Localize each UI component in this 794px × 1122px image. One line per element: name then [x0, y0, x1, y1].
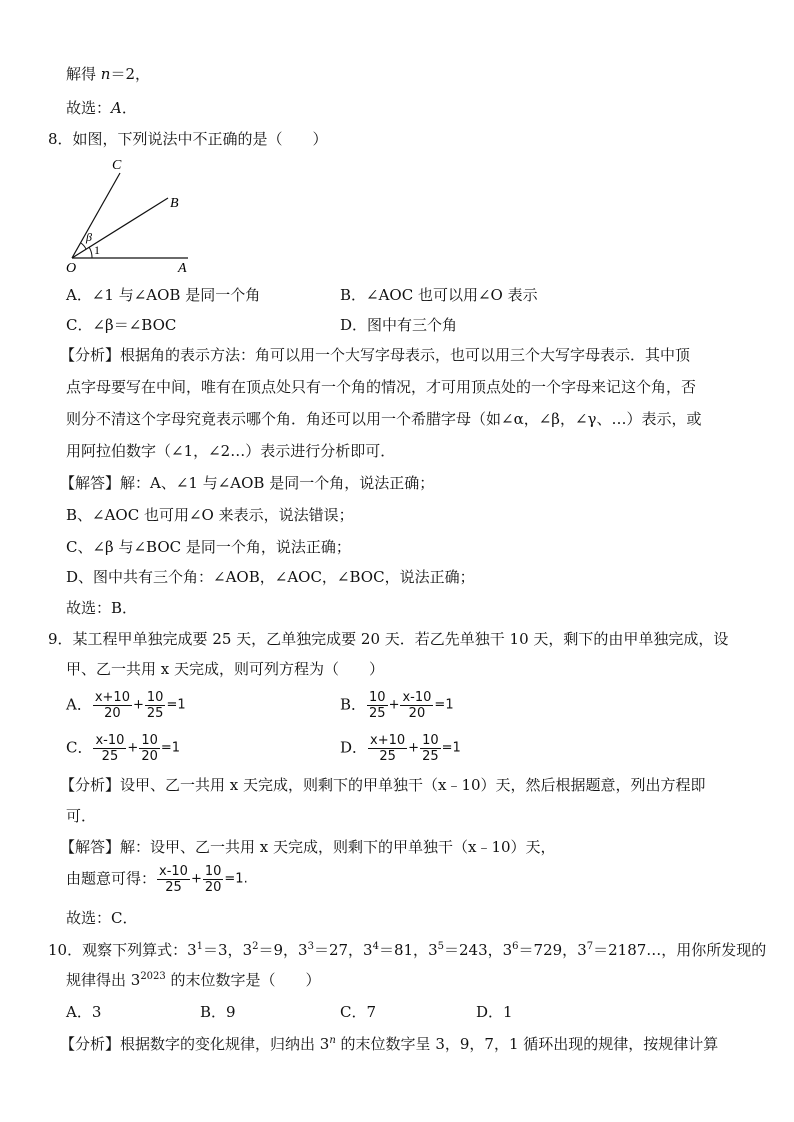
q7-solve-var: n [100, 65, 111, 83]
power-item [577, 941, 676, 959]
q7-choose-end: ． [121, 99, 137, 117]
equals-one: =1 [441, 740, 461, 756]
denominator: 25 [146, 706, 164, 721]
fraction [145, 690, 166, 721]
label-c: C [112, 158, 122, 173]
denominator: 20 [104, 706, 121, 721]
fraction [400, 690, 433, 721]
option-label: D． [340, 738, 368, 757]
power-item [298, 941, 363, 959]
q10-stem-line-2 [66, 970, 321, 990]
fraction [139, 733, 160, 764]
q10-stem-prefix: 10．观察下列算式： [48, 941, 188, 959]
power-exponent: 6 [512, 941, 519, 952]
q8-answer-line: 【解答】解：A、∠1 与∠AOB 是同一个角，说法正确； [60, 474, 435, 492]
q9-option-d [340, 733, 461, 764]
q10-analysis-line [60, 1034, 718, 1054]
label-o: O [66, 261, 77, 275]
arc-angle-1 [89, 247, 92, 258]
numerator: 10 [369, 690, 386, 705]
denominator: 20 [408, 706, 426, 721]
power-base: 3 [363, 941, 373, 959]
fraction [93, 733, 126, 764]
q8-analysis-line: 【分析】根据角的表示方法：角可以用一个大写字母表示，也可以用三个大写字母表示．其中顶 [60, 346, 691, 364]
option-label: B． [340, 695, 367, 714]
label-one: 1 [94, 243, 100, 257]
q8-option-a: A．∠1 与∠AOB 是同一个角 [66, 286, 261, 304]
q7-solve-line [66, 64, 150, 84]
power-value: ＝3， [203, 941, 243, 959]
q8-stem: 8．如图，下列说法中不正确的是（ ） [48, 130, 328, 148]
label-beta: β [86, 230, 92, 244]
q9-option-b [340, 690, 454, 721]
q7-choose-prefix: 故选： [66, 99, 112, 117]
power-base: 3 [502, 941, 513, 959]
power-exponent: 1 [196, 941, 204, 952]
plus-sign: + [190, 871, 202, 887]
equals-one: =1 [434, 697, 454, 713]
plus-sign: + [388, 697, 400, 713]
q9-analysis-line-2: 可． [66, 807, 97, 825]
power-exponent: 7 [586, 941, 594, 952]
power-value: ＝2187…， [593, 941, 677, 959]
power-base: 3 [242, 941, 253, 959]
plus-sign: + [132, 697, 144, 713]
power-base: 3 [298, 941, 308, 959]
equals-one: =1 [160, 740, 181, 756]
q7-solve-prefix: 解得 [66, 65, 101, 83]
option-label: C． [66, 738, 93, 757]
denominator: 20 [204, 880, 222, 895]
q8-choose: 故选：B． [66, 599, 138, 617]
power-value: ＝729， [518, 941, 578, 959]
power-item [243, 941, 298, 959]
fraction [367, 690, 388, 721]
q10-analysis-suffix: 的末位数字呈 3，9，7，1 循环出现的规律，按规律计算 [335, 1035, 719, 1053]
power-base: 3 [577, 941, 587, 959]
q10-analysis-exponent: n [329, 1035, 336, 1046]
numerator: x+10 [370, 733, 406, 748]
q7-solve-suffix: ＝2， [110, 65, 150, 83]
q10-stem2-prefix: 规律得出 3 [66, 971, 141, 989]
power-item [503, 941, 578, 959]
equals-one: =1 [166, 697, 186, 713]
q8-answer-line: D、图中共有三个角：∠AOB，∠AOC，∠BOC，说法正确； [66, 568, 475, 586]
power-exponent: 3 [307, 941, 314, 952]
q10-option-b: B．9 [200, 1003, 236, 1021]
power-base: 3 [428, 941, 438, 959]
q10-option-a: A．3 [66, 1003, 102, 1021]
fraction [420, 733, 441, 764]
fraction [203, 864, 224, 895]
power-item [187, 941, 242, 959]
numerator: x-10 [402, 690, 432, 705]
label-a: A [178, 261, 187, 275]
q10-analysis-prefix: 【分析】根据数字的变化规律，归纳出 3 [60, 1035, 330, 1053]
power-exponent: 4 [372, 941, 379, 952]
angle-figure [62, 155, 202, 275]
q8-answer-line: B、∠AOC 也可用∠O 来表示，说法错误； [66, 506, 354, 524]
fraction [157, 864, 190, 895]
fraction [368, 733, 407, 764]
q10-option-c: C．7 [340, 1003, 377, 1021]
q9-option-a [66, 690, 186, 721]
q9-answer-line-2 [66, 864, 248, 895]
denominator: 20 [141, 749, 158, 764]
power-value: ＝243， [443, 941, 503, 959]
numerator: x+10 [94, 690, 130, 705]
q8-option-d: D．图中有三个角 [340, 316, 458, 334]
q9-answer-line-1: 【解答】解：设甲、乙一共用 x 天完成，则剩下的甲单独干（x﹣10）天， [60, 838, 556, 856]
plus-sign: + [127, 740, 139, 756]
q10-stem-suffix: 用你所发现的 [676, 941, 767, 959]
q10-stem-line-1 [48, 940, 766, 960]
q10-stem2-suffix: 的末位数字是（ ） [165, 971, 321, 989]
numerator: 10 [141, 733, 158, 748]
equation-prefix: 由题意可得： [66, 869, 157, 888]
q8-analysis-line: 点字母要写在中间，唯有在顶点处只有一个角的情况，才可用顶点处的一个字母来记这个角，否 [66, 378, 697, 396]
power-base: 3 [187, 941, 197, 959]
q10-option-d: D．1 [476, 1003, 513, 1021]
denominator: 25 [165, 880, 182, 895]
denominator: 25 [369, 706, 386, 721]
numerator: x-10 [159, 864, 188, 879]
numerator: 10 [204, 864, 222, 879]
q8-option-c: C．∠β＝∠BOC [66, 316, 177, 334]
fraction [93, 690, 132, 721]
q9-choose: 故选：C． [66, 909, 138, 927]
power-item [363, 941, 428, 959]
power-item [428, 941, 503, 959]
q8-option-b: B．∠AOC 也可以用∠O 表示 [340, 286, 538, 304]
power-value: ＝27， [313, 941, 364, 959]
numerator: 10 [422, 733, 439, 748]
numerator: x-10 [95, 733, 125, 748]
ray-ob [72, 198, 168, 258]
q9-stem-line-2: 甲、乙一共用 x 天完成，则可列方程为（ ） [66, 660, 384, 678]
q9-option-c [66, 733, 180, 764]
q7-choose-answer: A [111, 99, 122, 117]
power-exponent: 2 [252, 941, 259, 952]
option-label: A． [66, 695, 92, 714]
q9-analysis-line-1: 【分析】设甲、乙一共用 x 天完成，则剩下的甲单独干（x﹣10）天，然后根据题意，列出方程即 [60, 776, 706, 794]
q8-analysis-line: 用阿拉伯数字（∠1，∠2…）表示进行分析即可． [66, 442, 396, 460]
q10-stem2-exponent: 2023 [140, 971, 166, 982]
q8-answer-line: C、∠β 与∠BOC 是同一个角，说法正确； [66, 538, 351, 556]
power-value: ＝9， [258, 941, 299, 959]
plus-sign: + [408, 740, 420, 756]
denominator: 25 [379, 749, 396, 764]
power-exponent: 5 [437, 941, 444, 952]
q7-choose-line [66, 98, 137, 118]
q8-analysis-line: 则分不清这个字母究竟表示哪个角．角还可以用一个希腊字母（如∠α，∠β，∠γ、…）表示，或 [66, 410, 702, 428]
denominator: 25 [422, 749, 439, 764]
denominator: 25 [101, 749, 119, 764]
q9-stem-line-1: 9．某工程甲单独完成要 25 天，乙单独完成要 20 天．若乙先单独干 10 天，剩下的由甲单独完成，设 [48, 630, 729, 648]
power-value: ＝81， [378, 941, 429, 959]
equals-one: =1. [224, 871, 248, 887]
label-b: B [170, 196, 179, 211]
numerator: 10 [146, 690, 164, 705]
